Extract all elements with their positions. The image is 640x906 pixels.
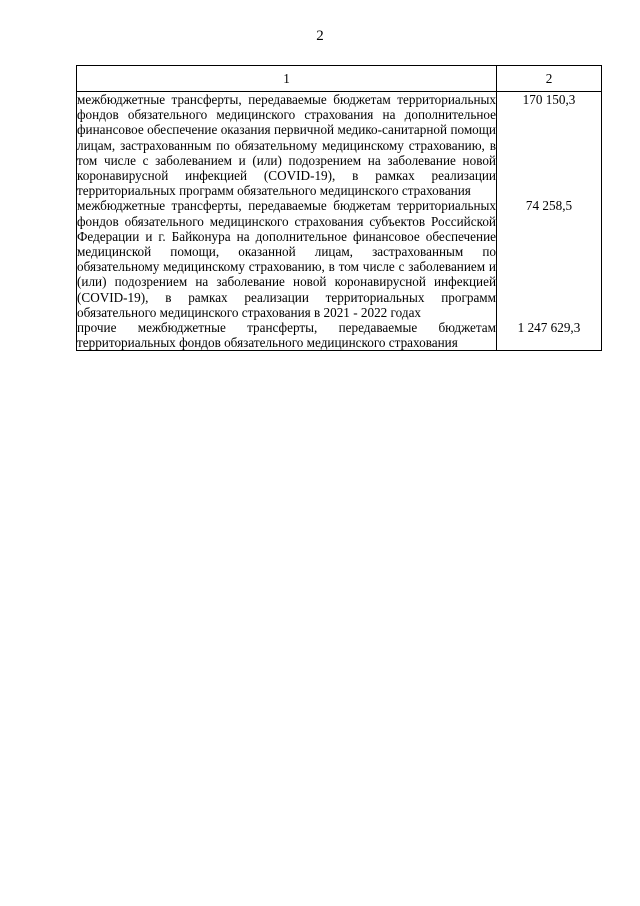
row-description: прочие межбюджетные трансферты, передаваемые бюджетам территориальных фондов обязательного медицинского страхования — [77, 320, 496, 351]
row-amount: 74 258,5 — [497, 198, 602, 320]
table-row — [77, 320, 602, 351]
page-number: 2 — [316, 28, 324, 44]
row-amount: 170 150,3 — [497, 92, 602, 199]
appropriations-table — [76, 65, 602, 351]
table-header-row — [77, 66, 602, 92]
row-amount: 1 247 629,3 — [497, 320, 602, 351]
row-description: межбюджетные трансферты, передаваемые бюджетам территориальных фондов обязательного медицинского страхования на дополнительное финансовое обеспечение оказания первичной медико-санитарной помощи лицам, застрахованным по обязательному медицинскому страхованию, в том числе с заболеванием и (или) подозрением на заболевание новой коронавирусной инфекцией (COVID-19), в рамках реализации территориальных программ обязательного медицинского страхования — [77, 92, 496, 199]
row-description: межбюджетные трансферты, передаваемые бюджетам территориальных фондов обязательного медицинского страхования субъектов Российской Федерации и г. Байконура на дополнительное финансовое обеспечение медицинской помощи, оказанной лицам, застрахованным по обязательному медицинскому страхованию, в том числе с заболеванием и (или) подозрением на заболевание новой коронавирусной инфекцией (COVID-19), в рамках реализации территориальных программ обязательного медицинского страхования в 2021 - 2022 годах — [77, 198, 496, 320]
column-header-1: 1 — [77, 66, 497, 92]
table-row — [77, 198, 602, 320]
table-row — [77, 92, 602, 199]
column-header-2: 2 — [497, 66, 602, 92]
